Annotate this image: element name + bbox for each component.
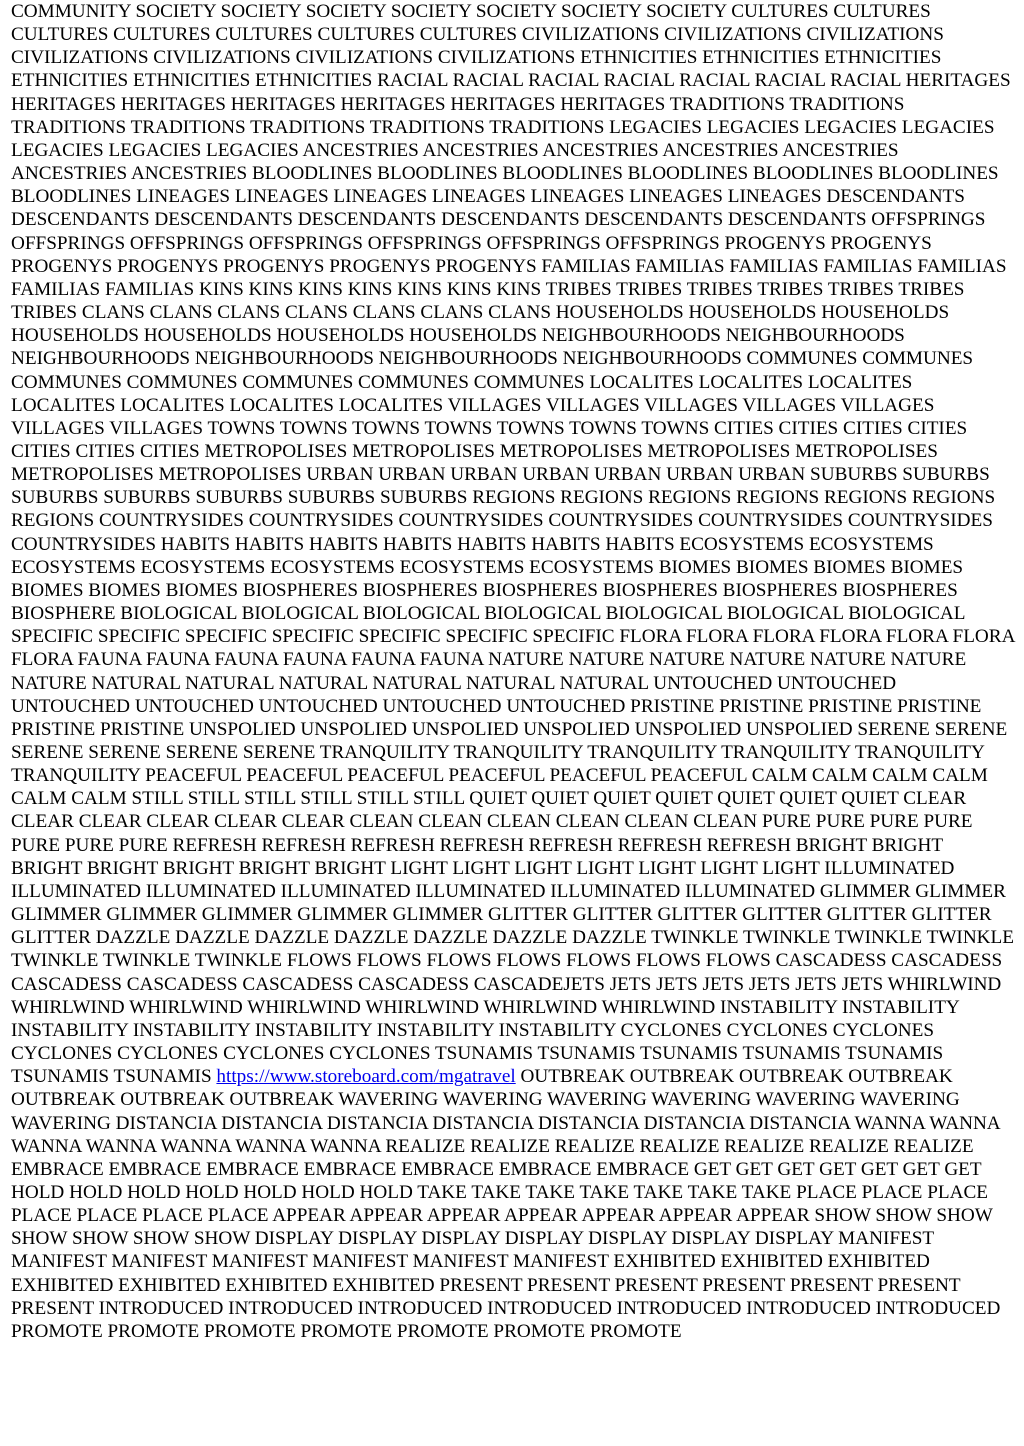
body-text	[11, 0, 1018, 1343]
storeboard-link[interactable]: https://www.storeboard.com/mgatravel	[216, 1066, 516, 1088]
body-text-before-link: COMMUNITY SOCIETY SOCIETY SOCIETY SOCIETY SOCIETY SOCIETY SOCIETY CULTURES CULTURES CULTURES CULTURES CULTURES CULTURES CULTURES CIVILIZATIONS CIVILIZATIONS CIVILIZATIONS CIVILIZATIONS CIVILIZATIONS CIVILIZATIONS CIVILIZATIONS ETHNICITIES ETHNICITIES ETHNICITIES ETHNICITIES ETHNICITIES ETHNICITIES RACIAL RACIAL RACIAL RACIAL RACIAL RACIAL RACIAL HERITAGES HERITAGES HERITAGES HERITAGES HERITAGES HERITAGES HERITAGES TRADITIONS TRADITIONS TRADITIONS TRADITIONS TRADITIONS TRADITIONS TRADITIONS LEGACIES LEGACIES LEGACIES LEGACIES LEGACIES LEGACIES LEGACIES ANCESTRIES ANCESTRIES ANCESTRIES ANCESTRIES ANCESTRIES ANCESTRIES ANCESTRIES BLOODLINES BLOODLINES BLOODLINES BLOODLINES BLOODLINES BLOODLINES BLOODLINES LINEAGES LINEAGES LINEAGES LINEAGES LINEAGES LINEAGES LINEAGES DESCENDANTS DESCENDANTS DESCENDANTS DESCENDANTS DESCENDANTS DESCENDANTS DESCENDANTS OFFSPRINGS OFFSPRINGS OFFSPRINGS OFFSPRINGS OFFSPRINGS OFFSPRINGS OFFSPRINGS PROGENYS PROGENYS PROGENYS PROGENYS PROGENYS PROGENYS PROGENYS FAMILIAS FAMILIAS FAMILIAS FAMILIAS FAMILIAS FAMILIAS FAMILIAS KINS KINS KINS KINS KINS KINS KINS TRIBES TRIBES TRIBES TRIBES TRIBES TRIBES TRIBES CLANS CLANS CLANS CLANS CLANS CLANS CLANS HOUSEHOLDS HOUSEHOLDS HOUSEHOLDS HOUSEHOLDS HOUSEHOLDS HOUSEHOLDS HOUSEHOLDS NEIGHBOURHOODS NEIGHBOURHOODS NEIGHBOURHOODS NEIGHBOURHOODS NEIGHBOURHOODS NEIGHBOURHOODS COMMUNES COMMUNES COMMUNES COMMUNES COMMUNES COMMUNES COMMUNES LOCALITES LOCALITES LOCALITES LOCALITES LOCALITES LOCALITES LOCALITES VILLAGES VILLAGES VILLAGES VILLAGES VILLAGES VILLAGES VILLAGES TOWNS TOWNS TOWNS TOWNS TOWNS TOWNS TOWNS CITIES CITIES CITIES CITIES CITIES CITIES CITIES METROPOLISES METROPOLISES METROPOLISES METROPOLISES METROPOLISES METROPOLISES METROPOLISES URBAN URBAN URBAN URBAN URBAN URBAN URBAN SUBURBS SUBURBS SUBURBS SUBURBS SUBURBS SUBURBS SUBURBS REGIONS REGIONS REGIONS REGIONS REGIONS REGIONS REGIONS COUNTRYSIDES COUNTRYSIDES COUNTRYSIDES COUNTRYSIDES COUNTRYSIDES COUNTRYSIDES COUNTRYSIDES HABITS HABITS HABITS HABITS HABITS HABITS HABITS ECOSYSTEMS ECOSYSTEMS ECOSYSTEMS ECOSYSTEMS ECOSYSTEMS ECOSYSTEMS ECOSYSTEMS BIOMES BIOMES BIOMES BIOMES BIOMES BIOMES BIOMES BIOSPHERES BIOSPHERES BIOSPHERES BIOSPHERES BIOSPHERES BIOSPHERES BIOSPHERE BIOLOGICAL BIOLOGICAL BIOLOGICAL BIOLOGICAL BIOLOGICAL BIOLOGICAL BIOLOGICAL SPECIFIC SPECIFIC SPECIFIC SPECIFIC SPECIFIC SPECIFIC SPECIFIC FLORA FLORA FLORA FLORA FLORA FLORA FLORA FAUNA FAUNA FAUNA FAUNA FAUNA FAUNA NATURE NATURE NATURE NATURE NATURE NATURE NATURE NATURAL NATURAL NATURAL NATURAL NATURAL NATURAL UNTOUCHED UNTOUCHED UNTOUCHED UNTOUCHED UNTOUCHED UNTOUCHED UNTOUCHED PRISTINE PRISTINE PRISTINE PRISTINE PRISTINE PRISTINE UNSPOLIED UNSPOLIED UNSPOLIED UNSPOLIED UNSPOLIED UNSPOLIED SERENE SERENE SERENE SERENE SERENE SERENE TRANQUILITY TRANQUILITY TRANQUILITY TRANQUILITY TRANQUILITY TRANQUILITY PEACEFUL PEACEFUL PEACEFUL PEACEFUL PEACEFUL PEACEFUL CALM CALM CALM CALM CALM CALM STILL STILL STILL STILL STILL STILL QUIET QUIET QUIET QUIET QUIET QUIET QUIET CLEAR CLEAR CLEAR CLEAR CLEAR CLEAR CLEAN CLEAN CLEAN CLEAN CLEAN CLEAN PURE PURE PURE PURE PURE PURE PURE REFRESH REFRESH REFRESH REFRESH REFRESH REFRESH REFRESH BRIGHT BRIGHT BRIGHT BRIGHT BRIGHT BRIGHT BRIGHT LIGHT LIGHT LIGHT LIGHT LIGHT LIGHT LIGHT ILLUMINATED ILLUMINATED ILLUMINATED ILLUMINATED ILLUMINATED ILLUMINATED ILLUMINATED GLIMMER GLIMMER GLIMMER GLIMMER GLIMMER GLIMMER GLIMMER GLITTER GLITTER GLITTER GLITTER GLITTER GLITTER GLITTER DAZZLE DAZZLE DAZZLE DAZZLE DAZZLE DAZZLE DAZZLE TWINKLE TWINKLE TWINKLE TWINKLE TWINKLE TWINKLE TWINKLE FLOWS FLOWS FLOWS FLOWS FLOWS FLOWS FLOWS CASCADESS CASCADESS CASCADESS CASCADESS CASCADESS CASCADESS CASCADEJETS JETS JETS JETS JETS JETS JETS WHIRLWIND WHIRLWIND WHIRLWIND WHIRLWIND WHIRLWIND WHIRLWIND WHIRLWIND INSTABILITY INSTABILITY INSTABILITY INSTABILITY INSTABILITY INSTABILITY INSTABILITY CYCLONES CYCLONES CYCLONES CYCLONES CYCLONES CYCLONES CYCLONES TSUNAMIS TSUNAMIS TSUNAMIS TSUNAMIS TSUNAMIS TSUNAMIS TSUNAMIS	[11, 1, 1015, 1088]
body-text-after-link: OUTBREAK OUTBREAK OUTBREAK OUTBREAK OUTBREAK OUTBREAK OUTBREAK WAVERING WAVERING WAVERING WAVERING WAVERING WAVERING WAVERING DISTANCIA DISTANCIA DISTANCIA DISTANCIA DISTANCIA DISTANCIA DISTANCIA WANNA WANNA WANNA WANNA WANNA WANNA WANNA REALIZE REALIZE REALIZE REALIZE REALIZE REALIZE REALIZE EMBRACE EMBRACE EMBRACE EMBRACE EMBRACE EMBRACE EMBRACE GET GET GET GET GET GET GET HOLD HOLD HOLD HOLD HOLD HOLD HOLD TAKE TAKE TAKE TAKE TAKE TAKE TAKE PLACE PLACE PLACE PLACE PLACE PLACE PLACE APPEAR APPEAR APPEAR APPEAR APPEAR APPEAR APPEAR SHOW SHOW SHOW SHOW SHOW SHOW SHOW DISPLAY DISPLAY DISPLAY DISPLAY DISPLAY DISPLAY DISPLAY MANIFEST MANIFEST MANIFEST MANIFEST MANIFEST MANIFEST MANIFEST EXHIBITED EXHIBITED EXHIBITED EXHIBITED EXHIBITED EXHIBITED EXHIBITED PRESENT PRESENT PRESENT PRESENT PRESENT PRESENT PRESENT INTRODUCED INTRODUCED INTRODUCED INTRODUCED INTRODUCED INTRODUCED INTRODUCED PROMOTE PROMOTE PROMOTE PROMOTE PROMOTE PROMOTE PROMOTE	[11, 1066, 1001, 1342]
